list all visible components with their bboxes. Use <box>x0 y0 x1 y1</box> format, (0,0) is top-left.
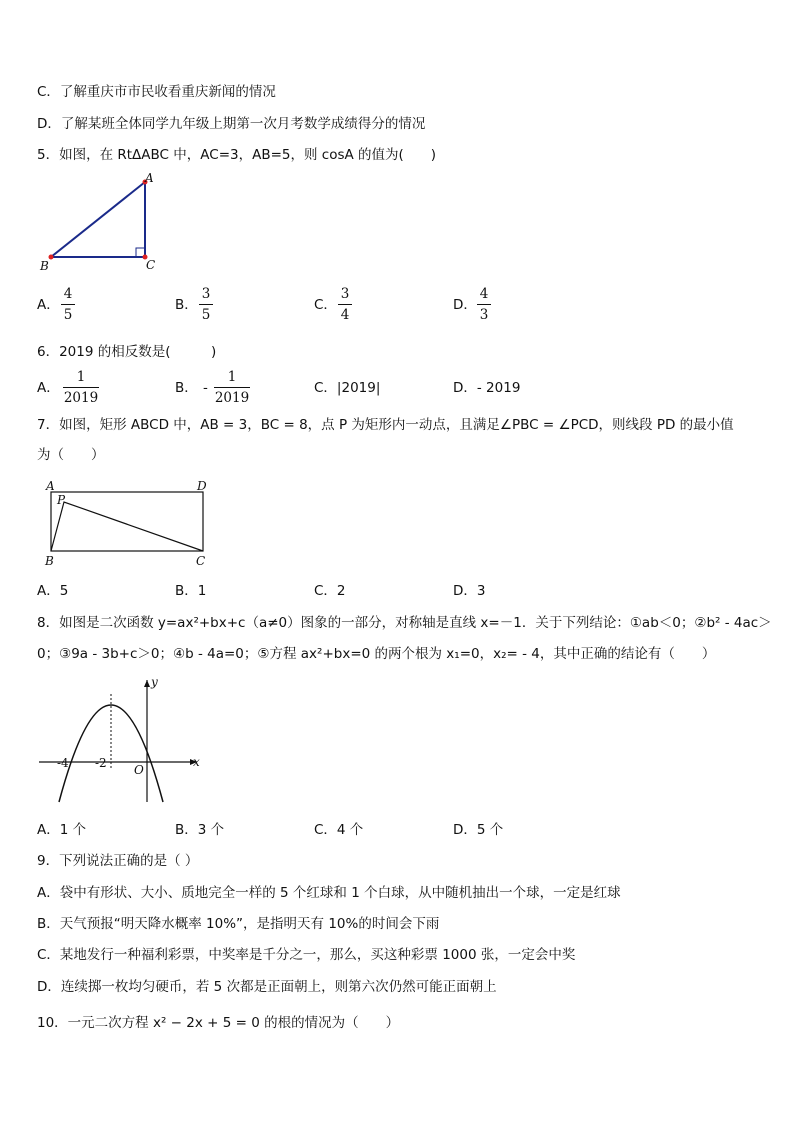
q5-option-c-fraction: 3 4 <box>338 285 352 324</box>
q6-option-b-fraction: 1 2019 <box>214 369 250 406</box>
label-c: C <box>196 554 206 568</box>
q5-option-d-label: D． <box>453 297 477 313</box>
q6-option-b-sign: - <box>203 380 208 396</box>
question-8-line2: 0；③9a - 3b+c＞0；④b - 4a=0；⑤方程 ax²+bx=0 的两个根为 x₁=0，x₂= - 4，其中正确的结论有（ ） <box>37 646 716 662</box>
question-9: 9．下列说法正确的是（ ） <box>37 853 199 869</box>
question-8-line1: 8．如图是二次函数 y=ax²+bx+c（a≠0）图象的一部分，对称轴是直线 x=－1．关于下列结论：①ab＜0；②b² - 4ac＞ <box>37 615 772 631</box>
figure-parabola <box>37 674 207 809</box>
q5-option-d-fraction: 4 3 <box>477 285 491 324</box>
label-c: C <box>146 258 156 272</box>
q7-option-a: A．5 <box>37 583 69 599</box>
q7-option-c: C．2 <box>314 583 346 599</box>
label-b: B <box>45 554 54 568</box>
question-5: 5．如图，在 RtΔABC 中，AC=3，AB=5，则 cosA 的值为( ) <box>37 147 437 163</box>
question-7-line2: 为（ ） <box>37 447 105 463</box>
label-d: D <box>197 479 207 493</box>
q6-option-a-label: A． <box>37 380 60 396</box>
q5-option-a-fraction: 4 5 <box>61 285 75 324</box>
figure-rectangle <box>37 476 217 571</box>
label-x: x <box>193 755 200 769</box>
q5-option-c-label: C． <box>314 297 337 313</box>
q8-option-a: A．1 个 <box>37 822 87 838</box>
label-origin: O <box>134 763 144 777</box>
label-b: B <box>40 259 49 273</box>
q9-option-c: C．某地发行一种福利彩票，中奖率是千分之一，那么，买这种彩票 1000 张，一定会中奖 <box>37 947 576 963</box>
q7-option-b: B．1 <box>175 583 207 599</box>
q8-option-d: D．5 个 <box>453 822 504 838</box>
question-10: 10．一元二次方程 x² − 2x + 5 = 0 的根的情况为（ ） <box>37 1015 400 1031</box>
q5-option-a-label: A． <box>37 297 60 313</box>
tick-neg4: -4 <box>57 756 69 770</box>
question-6: 6．2019 的相反数是( ) <box>37 344 217 360</box>
q6-option-a-fraction: 1 2019 <box>63 369 99 406</box>
q6-option-d: D．- 2019 <box>453 380 521 396</box>
q6-option-c: C．|2019| <box>314 380 381 396</box>
q5-option-b-label: B． <box>175 297 198 313</box>
question-7-line1: 7．如图，矩形 ABCD 中，AB = 3，BC = 8，点 P 为矩形内一动点，且满足∠PBC = ∠PCD，则线段 PD 的最小值 <box>37 417 734 433</box>
q6-option-b-label: B． <box>175 380 198 396</box>
tick-neg2: -2 <box>95 756 107 770</box>
label-p: P <box>57 493 66 507</box>
q9-option-b: B．天气预报“明天降水概率 10%”，是指明天有 10%的时间会下雨 <box>37 916 440 932</box>
q7-option-d: D．3 <box>453 583 486 599</box>
label-a: A <box>145 171 154 185</box>
option-d-prev: D．了解某班全体同学九年级上期第一次月考数学成绩得分的情况 <box>37 116 426 132</box>
q8-option-b: B．3 个 <box>175 822 225 838</box>
option-c-prev: C．了解重庆市市民收看重庆新闻的情况 <box>37 84 276 100</box>
q8-option-c: C．4 个 <box>314 822 364 838</box>
figure-right-triangle <box>37 172 167 272</box>
label-y: y <box>151 675 158 689</box>
q9-option-a: A．袋中有形状、大小、质地完全一样的 5 个红球和 1 个白球，从中随机抽出一个球，一定是红球 <box>37 885 621 901</box>
label-a: A <box>46 479 55 493</box>
q9-option-d: D．连续掷一枚均匀硬币，若 5 次都是正面朝上，则第六次仍然可能正面朝上 <box>37 979 497 995</box>
q5-option-b-fraction: 3 5 <box>199 285 213 324</box>
